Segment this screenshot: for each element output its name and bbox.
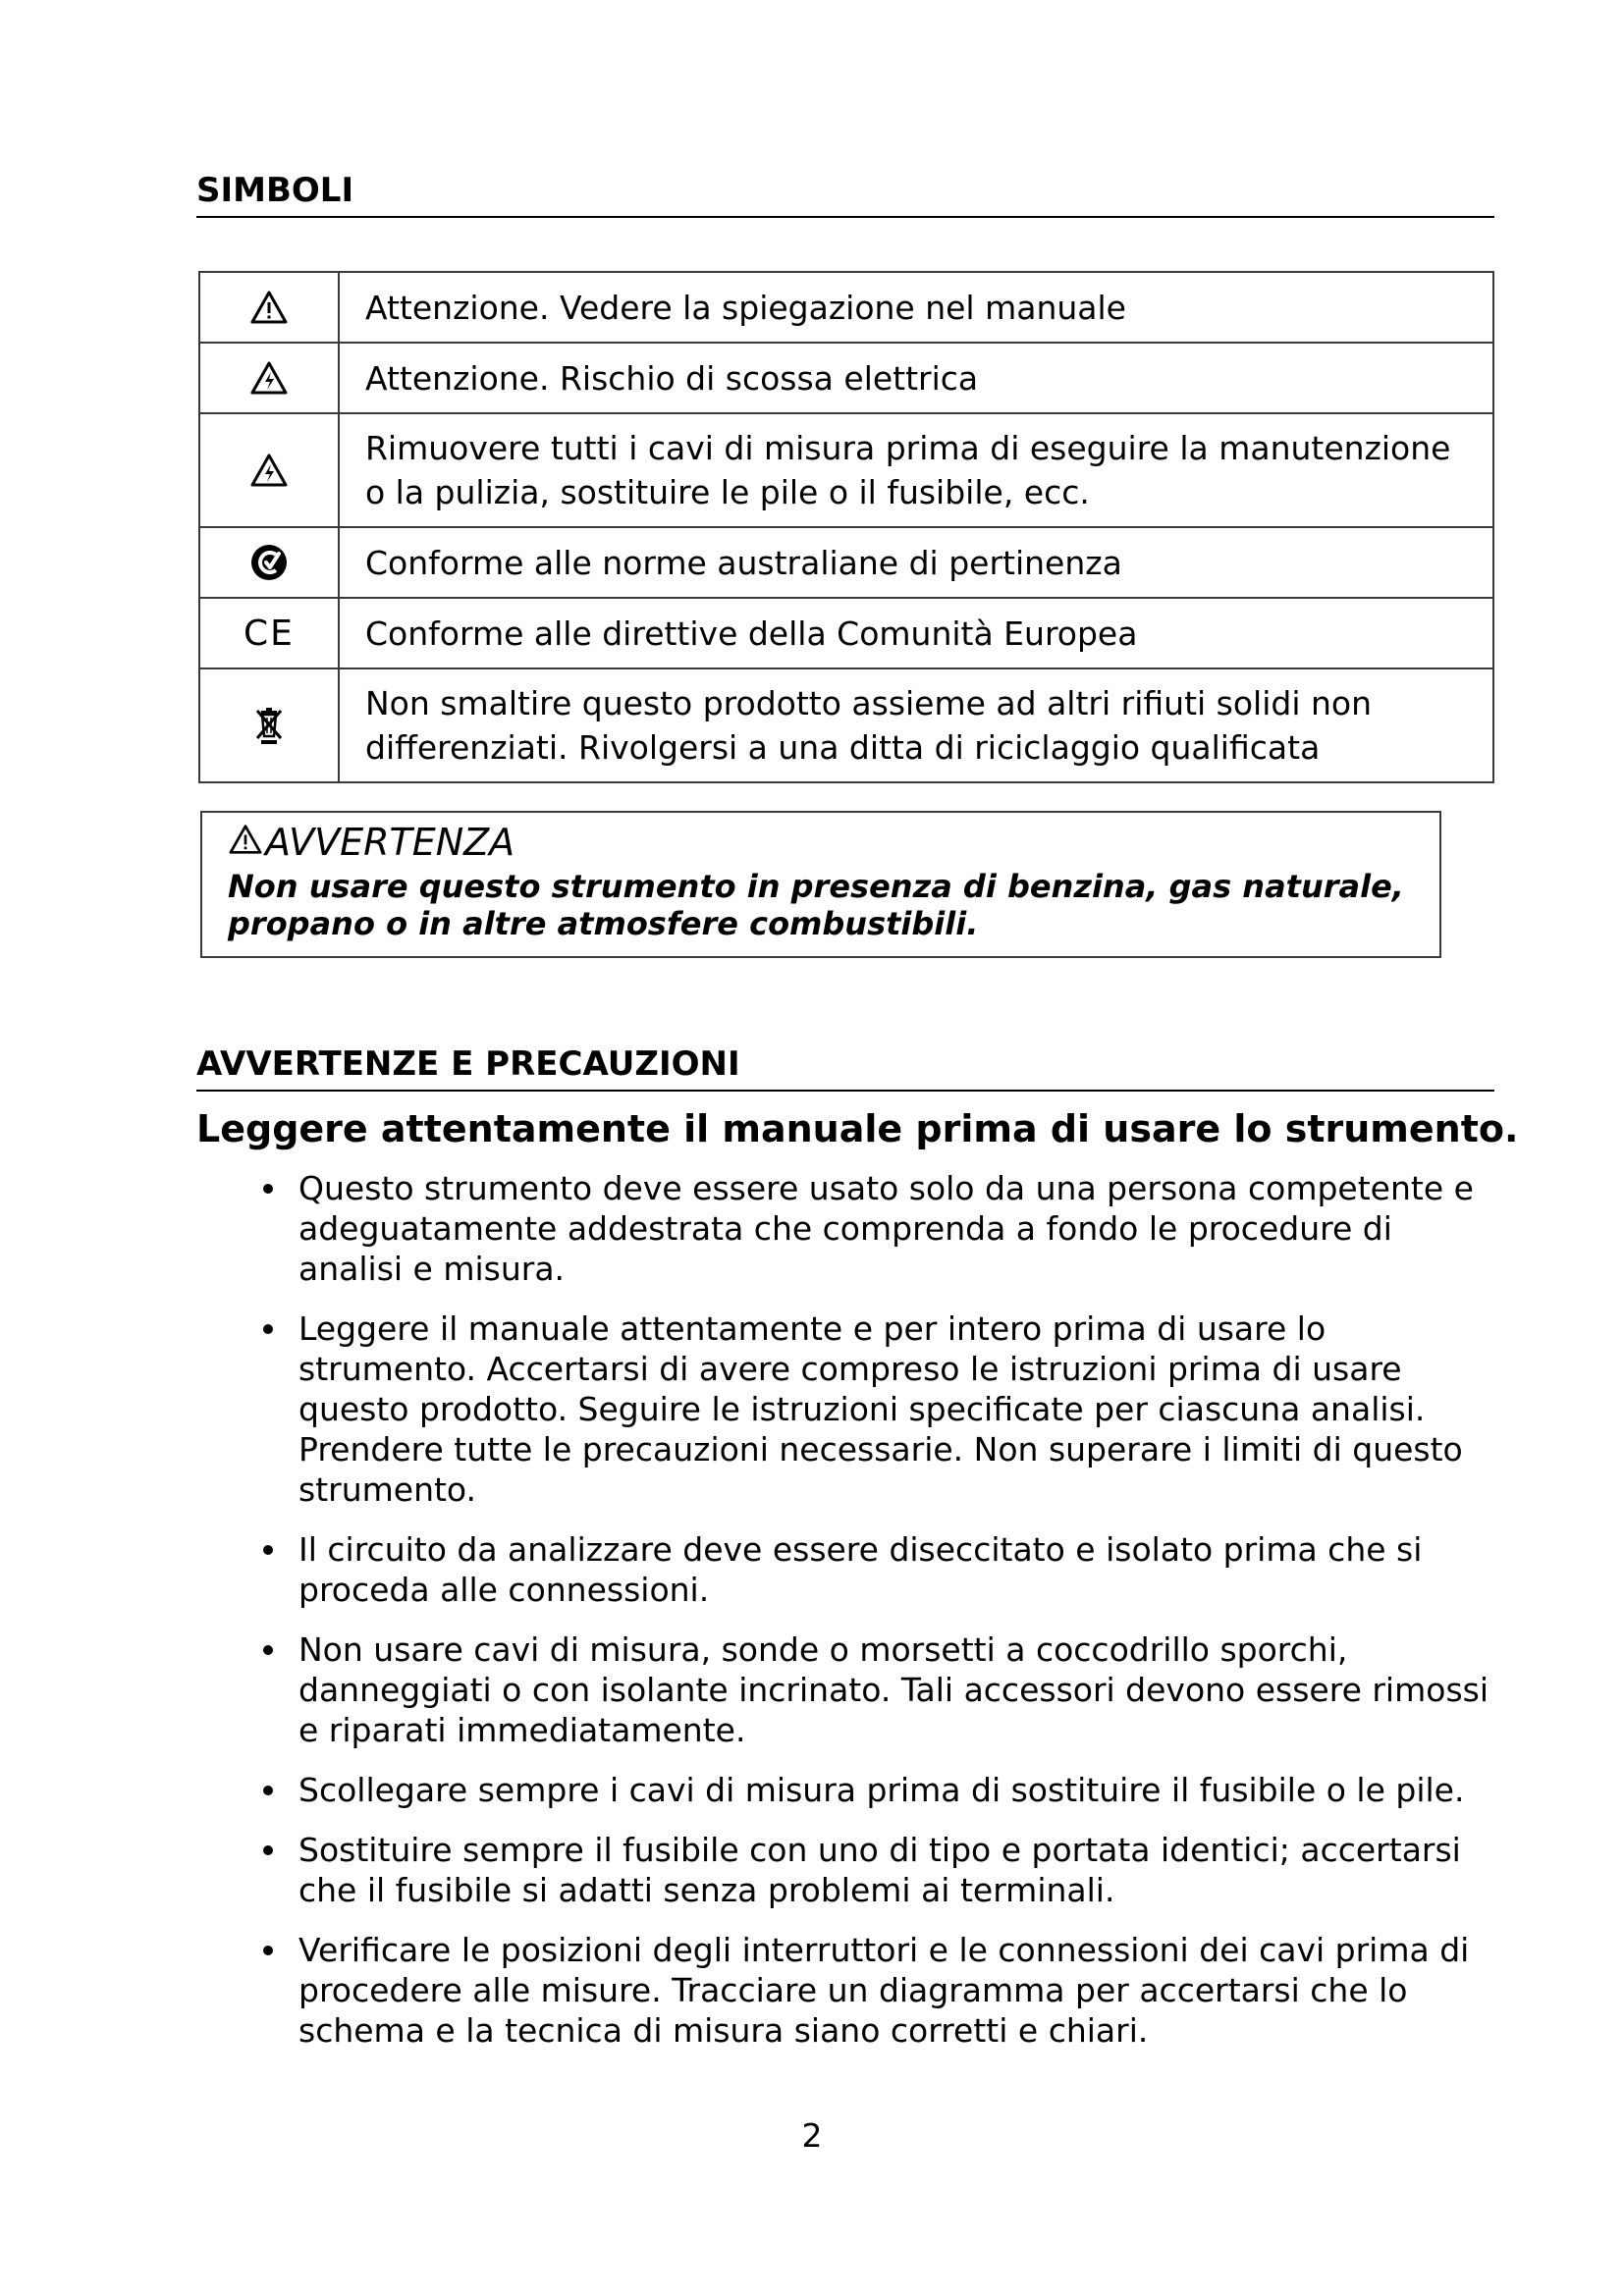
list-item: [257, 1830, 1496, 1910]
list-item: [257, 1770, 1496, 1810]
symbol-row: [199, 413, 1493, 527]
precautions-lead: Leggere attentamente il manuale prima di usare lo strumento.: [196, 1107, 1519, 1150]
list-item-text: Non usare cavi di misura, sonde o morsetti a coccodrillo sporchi, danneggiati o con isolante incrinato. Tali accessori devono essere rimossi e riparati immediatamente.: [298, 1630, 1489, 1749]
symbol-description: Rimuovere tutti i cavi di misura prima di eseguire la manutenzione o la pulizia, sostituire le pile o il fusibile, ecc.: [339, 413, 1493, 527]
symbol-row: [199, 272, 1493, 343]
symbols-table: [198, 271, 1494, 783]
weee-crossed-bin-icon: [200, 705, 338, 746]
caution-triangle-icon: [200, 290, 338, 325]
list-item: [257, 1629, 1496, 1750]
list-item-text: Questo strumento deve essere usato solo da una persona competente e adeguatamente addestrata che comprenda a fondo le procedure di analisi e misura.: [298, 1169, 1474, 1288]
list-item: [257, 1529, 1496, 1610]
symbol-description: Conforme alle direttive della Comunità Europea: [339, 598, 1493, 668]
symbols-section-title: SIMBOLI: [196, 171, 1494, 218]
symbol-description: Attenzione. Vedere la spiegazione nel manuale: [339, 272, 1493, 343]
warning-body: Non usare questo strumento in presenza di benzina, gas naturale, propano o in altre atmosfere combustibili.: [228, 868, 1404, 942]
symbol-description: Attenzione. Rischio di scossa elettrica: [339, 343, 1493, 413]
list-item-text: Scollegare sempre i cavi di misura prima di sostituire il fusibile o le pile.: [298, 1771, 1465, 1809]
symbol-row: [199, 598, 1493, 668]
bullet-icon: [263, 1184, 273, 1194]
list-item: [257, 1168, 1496, 1289]
caution-triangle-icon: [228, 821, 265, 864]
symbol-row: [199, 343, 1493, 413]
bullet-icon: [263, 1324, 273, 1334]
precautions-list: [257, 1168, 1496, 2070]
symbol-row: [199, 668, 1493, 782]
bullet-icon: [263, 1545, 273, 1555]
list-item: [257, 1308, 1496, 1510]
symbol-description: Non smaltire questo prodotto assieme ad altri rifiuti solidi non differenziati. Rivolgersi a una ditta di riciclaggio qualificata: [339, 668, 1493, 782]
symbol-row: [199, 527, 1493, 598]
shock-hazard-triangle-icon: [200, 360, 338, 396]
list-item: [257, 1930, 1496, 2051]
list-item-text: Verificare le posizioni degli interruttori e le connessioni dei cavi prima di procedere alle misure. Tracciare un diagramma per accertarsi che lo schema e la tecnica di misura siano corretti e chiari.: [298, 1931, 1470, 2050]
list-item-text: Il circuito da analizzare deve essere diseccitato e isolato prima che si proceda alle connessioni.: [298, 1530, 1423, 1609]
warning-box: [200, 811, 1441, 958]
warning-heading-text: AVVERTENZA: [265, 821, 515, 864]
page-number: 2: [801, 2116, 823, 2155]
bullet-icon: [263, 1946, 273, 1955]
list-item-text: Sostituire sempre il fusibile con uno di tipo e portata identici; accertarsi che il fusibile si adatti senza problemi ai terminali.: [298, 1831, 1461, 1909]
list-item-text: Leggere il manuale attentamente e per intero prima di usare lo strumento. Accertarsi di avere compreso le istruzioni prima di usare questo prodotto. Seguire le istruzioni specificate per ciascuna analisi. Prendere tutte le precauzioni necessarie. Non superare i limiti di questo strumento.: [298, 1309, 1463, 1509]
symbol-description: Conforme alle norme australiane di pertinenza: [339, 527, 1493, 598]
bullet-icon: [263, 1645, 273, 1655]
ce-mark-icon: CE: [244, 613, 295, 654]
c-tick-mark-icon: [200, 543, 338, 582]
bullet-icon: [263, 1845, 273, 1855]
bullet-icon: [263, 1786, 273, 1795]
warning-heading: [228, 821, 1414, 864]
precautions-section-title: AVVERTENZE E PRECAUZIONI: [196, 1044, 1494, 1092]
shock-hazard-triangle-icon: [200, 453, 338, 488]
